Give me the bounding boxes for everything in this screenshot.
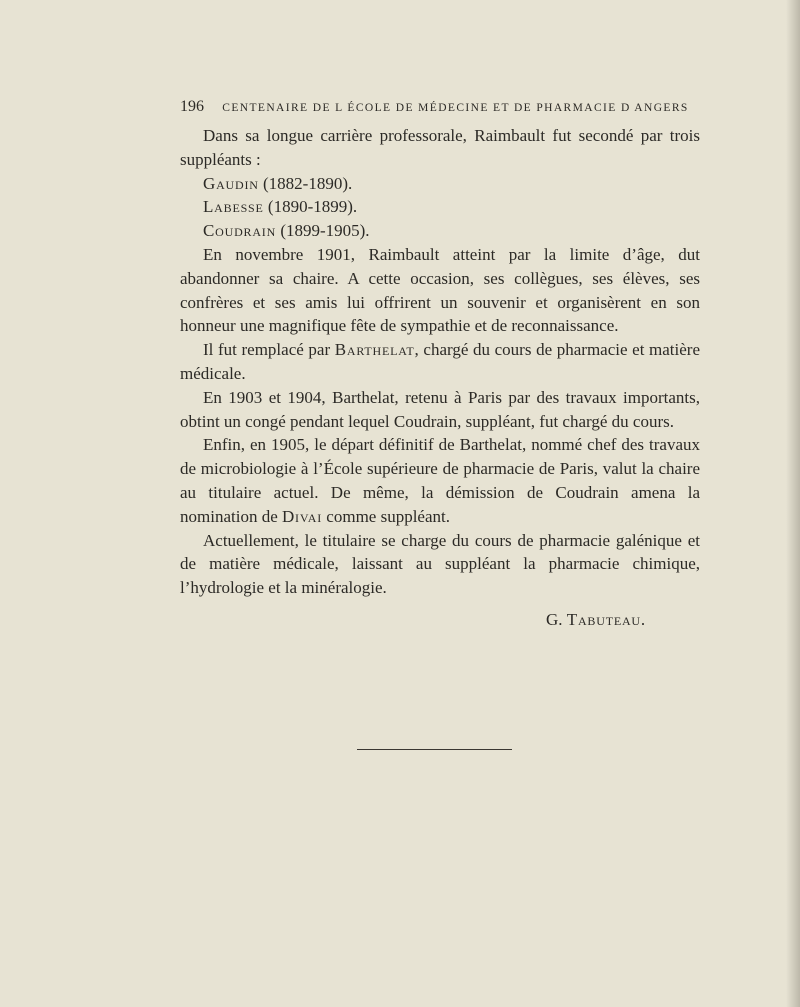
list-item-gaudin xyxy=(180,172,700,196)
text-fragment: Enfin, en 1905, le départ définitif de Barthelat, nommé chef des travaux de microbiologie à l’École supérieure de pharmacie de Paris, valut la chaire au titulaire actuel. De même, la démission de Coudrain amena la nomination de xyxy=(180,435,700,526)
person-name: Divai xyxy=(281,506,323,526)
signature-name: Tabuteau. xyxy=(566,610,646,629)
page-number: 196 xyxy=(180,98,204,115)
person-name: Barthelat xyxy=(334,340,415,360)
list-item-dates: (1890-1899). xyxy=(263,197,358,217)
text-fragment: Il fut remplacé par xyxy=(203,340,335,360)
paragraph-leave: En 1903 et 1904, Barthelat, retenu à Paris par des travaux importants, obtint un congé pendant lequel Coudrain, suppléant, fut chargé du cours. xyxy=(180,387,700,431)
paragraph-retirement: En novembre 1901, Raimbault atteint par la limite d’âge, dut abandonner sa chaire. A cette occasion, ses collègues, ses élèves, ses confrères et ses amis lui offrirent un souvenir et organisèrent en son honneur une magnifique fête de sympathie et de reconnaissance. xyxy=(180,244,700,336)
list-item-dates: (1899-1905). xyxy=(276,221,370,241)
person-name: Coudrain xyxy=(203,221,277,241)
person-name: Gaudin xyxy=(203,173,259,193)
list-item-dates: (1882-1890). xyxy=(258,173,353,193)
body-text xyxy=(180,124,700,600)
text-fragment: , chargé du cours de pharmacie et matière médicale. xyxy=(180,340,700,383)
paragraph-current: Actuellement, le titulaire se charge du cours de pharmacie galénique et de matière médicale, laissant au suppléant la pharmacie chimique, l’hydrologie et la minéralogie. xyxy=(180,530,700,598)
text-fragment: comme suppléant. xyxy=(322,506,450,526)
person-name: Labesse xyxy=(203,197,264,217)
list-item-labesse xyxy=(180,195,700,219)
running-header xyxy=(180,98,689,116)
author-signature xyxy=(546,610,646,630)
list-item-coudrain xyxy=(180,219,700,243)
paragraph-intro: Dans sa longue carrière professorale, Raimbault fut secondé par trois suppléants : xyxy=(180,126,700,169)
running-title: CENTENAIRE DE L ÉCOLE DE MÉDECINE ET DE PHARMACIE D ANGERS xyxy=(222,102,689,114)
page-edge-shadow xyxy=(786,0,800,1007)
paragraph-departure xyxy=(180,433,700,528)
signature-initial: G. xyxy=(546,610,563,629)
end-rule-divider xyxy=(357,749,512,750)
paragraph-replacement xyxy=(180,338,700,386)
